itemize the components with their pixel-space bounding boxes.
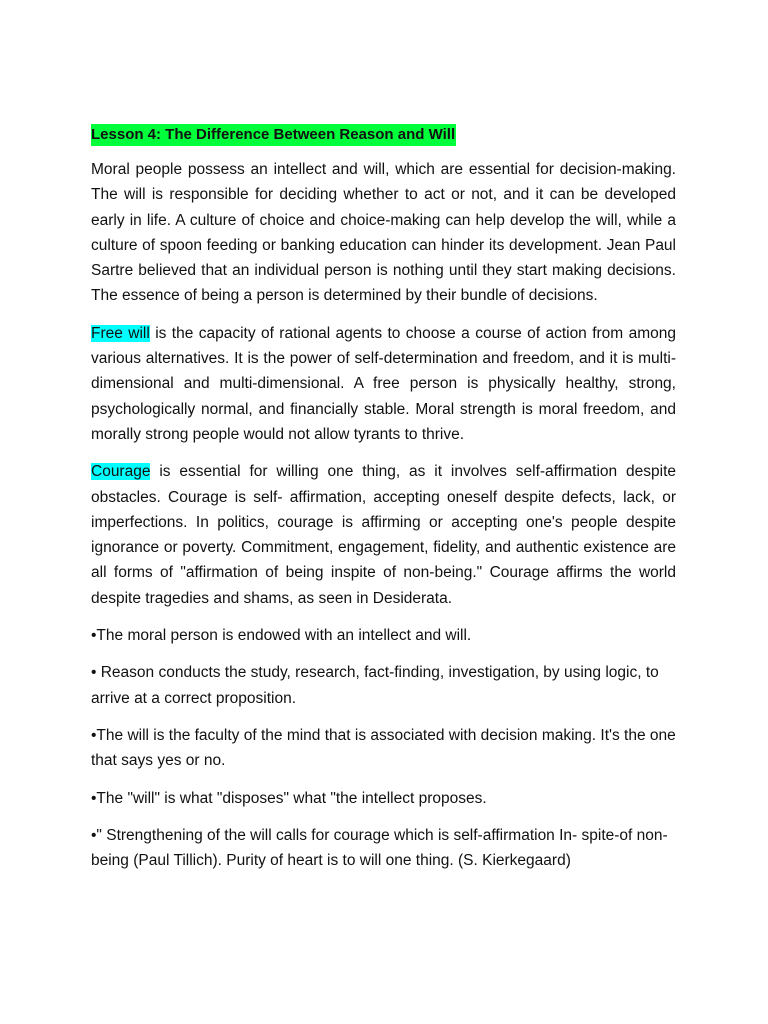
bullet-item: •" Strengthening of the will calls for courage which is self-affirmation In- spite-of non-being (Paul Tillich). Purity of heart is to will one thing. (S. Kierkegaard): [91, 826, 668, 870]
paragraph-intellect-and-will-text: Moral people possess an intellect and will, which are essential for decision-making. The will is responsible for deciding whether to act or not, and it can be developed early in life. A culture of choice and choice-making can help develop the will, while a culture of spoon feeding or banking education can hinder its development. Jean Paul Sartre believed that an individual person is nothing until they start making decisions. The essence of being a person is determined by their bundle of decisions.: [91, 161, 676, 305]
bullet-item: •The "will" is what "disposes" what "the intellect proposes.: [91, 789, 487, 807]
paragraph-intellect-and-will: [91, 157, 676, 309]
paragraph-courage-text: is essential for willing one thing, as it involves self-affirmation despite obstacles. Courage is self- affirmation, accepting oneself despite defects, lack, or imperfections. In politics, courage is affirming or accepting one's people despite ignorance or poverty. Commitment, engagement, fidelity, and authentic existence are all forms of "affirmation of being inspite of non-being." Courage affirms the world despite tragedies and shams, as seen in Desiderata.: [91, 463, 676, 607]
document-page: [91, 124, 676, 885]
paragraph-courage: [91, 459, 676, 611]
bullet-item: •The will is the faculty of the mind that is associated with decision making. It's the one that says yes or no.: [91, 726, 676, 770]
paragraph-free-will-text: is the capacity of rational agents to choose a course of action from among various alternatives. It is the power of self-determination and freedom, and it is multi-dimensional and multi-dimensional. A free person is physically healthy, strong, psychologically normal, and financially stable. Moral strength is moral freedom, and morally strong people would not allow tyrants to thrive.: [91, 324, 676, 443]
paragraph-free-will: [91, 321, 676, 447]
highlight-courage: Courage: [91, 463, 151, 481]
bullet-item: • Reason conducts the study, research, fact-finding, investigation, by using logic, to arrive at a correct proposition.: [91, 664, 659, 707]
bullet-item: •The moral person is endowed with an intellect and will.: [91, 627, 472, 645]
lesson-title: Lesson 4: The Difference Between Reason and Will: [91, 124, 456, 146]
highlight-free-will: Free will: [91, 324, 150, 342]
